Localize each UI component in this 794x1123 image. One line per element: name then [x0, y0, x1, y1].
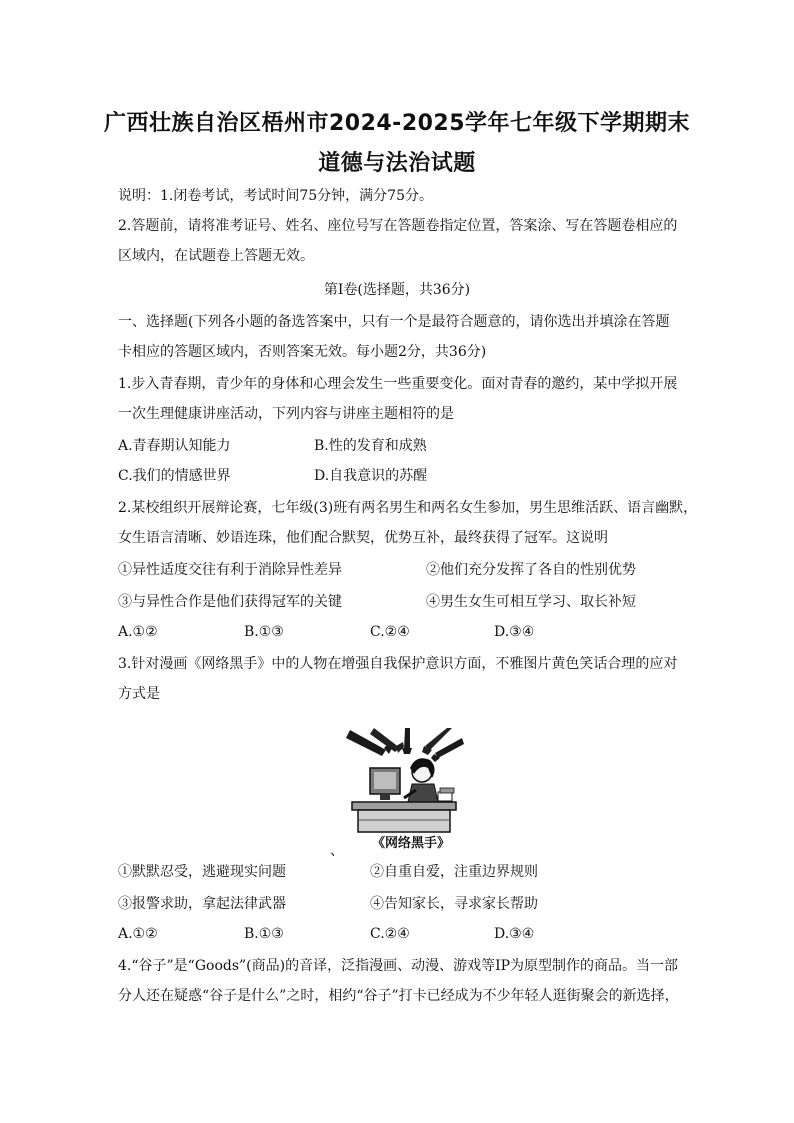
- q2-option-b: B.①③: [244, 624, 284, 640]
- instruction-line: 2.答题前，请将准考证号、姓名、座位号写在答题卷指定位置，答案涂、写在答题卷相应的: [118, 218, 678, 234]
- question-3-stem: 3.针对漫画《网络黑手》中的人物在增强自我保护意识方面，不雅图片黄色笑话合理的应对: [118, 656, 678, 672]
- question-4-stem: 分人还在疑惑“谷子是什么”之时，相约“谷子”打卡已经成为不少年轻人逛街聚会的新选择，: [118, 988, 679, 1004]
- q2-option-d: D.③④: [494, 624, 535, 640]
- q3-statement-4: ④告知家长，寻求家长帮助: [370, 896, 538, 912]
- q3-statement-3: ③报警求助，拿起法律武器: [118, 896, 286, 912]
- section-intro: 一、选择题(下列各小题的备选答案中，只有一个是最符合题意的，请你选出并填涂在答题: [118, 314, 670, 330]
- instruction-line: 区域内，在试题卷上答题无效。: [118, 248, 314, 264]
- q3-option-b: B.①③: [244, 926, 284, 942]
- q3-statement-1: ①默默忍受，逃避现实问题: [118, 864, 286, 880]
- section-intro: 卡相应的答题区域内，否则答案无效。每小题2分，共36分): [118, 344, 487, 360]
- q2-statement-1: ①异性适度交往有利于消除异性差异: [118, 562, 342, 578]
- q1-option-d: D.自我意识的苏醒: [314, 468, 428, 484]
- question-1-stem: 一次生理健康讲座活动，下列内容与讲座主题相符的是: [118, 406, 454, 422]
- question-2-stem: 女生语言清晰、妙语连珠，他们配合默契，优势互补，最终获得了冠军。这说明: [118, 530, 608, 546]
- question-3-stem: 方式是: [118, 686, 160, 702]
- q1-option-c: C.我们的情感世界: [118, 468, 231, 484]
- q2-option-c: C.②④: [370, 624, 410, 640]
- q3-statement-2: ②自重自爱，注重边界规则: [370, 864, 538, 880]
- section-heading: 第Ⅰ卷(选择题，共36分): [323, 282, 471, 298]
- q2-statement-4: ④男生女生可相互学习、取长补短: [426, 594, 636, 610]
- q1-option-b: B.性的发育和成熟: [314, 438, 427, 454]
- stray-mark: 、: [330, 843, 344, 859]
- q2-statement-2: ②他们充分发挥了各自的性别优势: [426, 562, 636, 578]
- q3-option-a: A.①②: [118, 926, 158, 942]
- question-2-stem: 2.某校组织开展辩论赛，七年级(3)班有两名男生和两名女生参加，男生思维活跃、语言幽默，: [118, 500, 698, 516]
- question-1-stem: 1.步入青春期，青少年的身体和心理会发生一些重要变化。面对青春的邀约，某中学拟开展: [118, 376, 678, 392]
- q3-option-d: D.③④: [494, 926, 535, 942]
- cartoon-caption: 《网络黑手》: [371, 836, 450, 851]
- q3-option-c: C.②④: [370, 926, 410, 942]
- exam-title-line1: 广西壮族自治区梧州市2024-2025学年七年级下学期期末: [103, 111, 691, 136]
- instruction-line: 说明：1.闭卷考试，考试时间75分钟，满分75分。: [118, 188, 433, 204]
- exam-title-line2: 道德与法治试题: [318, 151, 476, 176]
- q2-statement-3: ③与异性合作是他们获得冠军的关键: [118, 594, 342, 610]
- q1-option-a: A.青春期认知能力: [118, 438, 231, 454]
- question-4-stem: 4.“谷子”是“Goods”(商品)的音译，泛指漫画、动漫、游戏等IP为原型制作的商品。当一部: [118, 958, 679, 974]
- q2-option-a: A.①②: [118, 624, 158, 640]
